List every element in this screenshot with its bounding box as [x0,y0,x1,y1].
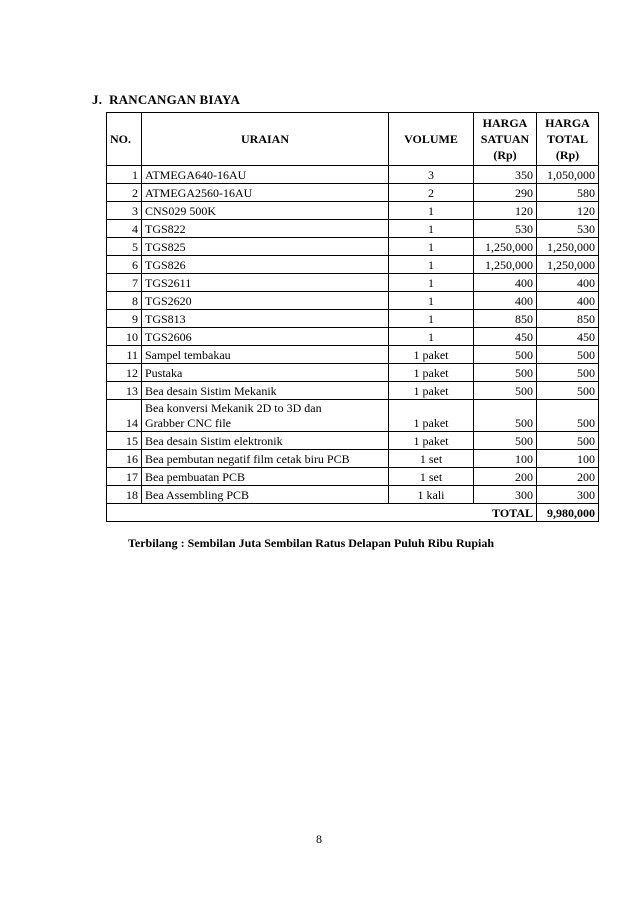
cell-volume: 1 kali [389,486,474,504]
cell-harga-satuan: 500 [474,382,537,400]
table-row [107,256,599,274]
table-header-row [107,113,599,166]
cell-no: 6 [107,256,142,274]
cell-uraian-line2: Grabber CNC file [145,416,231,430]
cell-harga-satuan: 500 [474,346,537,364]
table-row [107,382,599,400]
cell-no: 5 [107,238,142,256]
cell-harga-satuan: 290 [474,184,537,202]
table-row [107,310,599,328]
header-harga-total [537,113,599,166]
cell-no: 8 [107,292,142,310]
header-harga-total-l2: TOTAL [547,132,588,146]
table-row [107,292,599,310]
budget-table [106,112,599,522]
header-harga-satuan-l2: SATUAN [480,132,530,146]
cell-volume: 1 set [389,468,474,486]
cell-volume: 3 [389,166,474,184]
cell-uraian: TGS826 [142,256,389,274]
cell-harga-total: 1,250,000 [537,238,599,256]
cell-volume: 1 paket [389,346,474,364]
cell-harga-satuan: 500 [474,364,537,382]
table-row [107,364,599,382]
cell-volume: 1 [389,310,474,328]
cell-volume: 1 [389,256,474,274]
cell-harga-satuan: 500 [474,400,537,432]
cell-harga-total: 450 [537,328,599,346]
header-harga-satuan [474,113,537,166]
cell-harga-satuan: 200 [474,468,537,486]
table-row [107,400,599,432]
cell-harga-satuan: 500 [474,432,537,450]
section-title: RANCANGAN BIAYA [109,92,241,107]
cell-uraian: TGS825 [142,238,389,256]
cell-volume: 1 [389,292,474,310]
table-row [107,166,599,184]
cell-harga-satuan: 100 [474,450,537,468]
table-row [107,274,599,292]
cell-no: 11 [107,346,142,364]
cell-uraian: TGS822 [142,220,389,238]
cell-no: 3 [107,202,142,220]
cell-harga-total: 200 [537,468,599,486]
cell-harga-satuan: 1,250,000 [474,256,537,274]
cell-harga-satuan: 120 [474,202,537,220]
cell-harga-total: 300 [537,486,599,504]
cell-uraian: ATMEGA640-16AU [142,166,389,184]
cell-no: 9 [107,310,142,328]
cell-uraian: TGS2611 [142,274,389,292]
cell-uraian: Bea pembuatan PCB [142,468,389,486]
cell-no: 1 [107,166,142,184]
cell-harga-satuan: 300 [474,486,537,504]
table-row [107,220,599,238]
cell-uraian: Bea Assembling PCB [142,486,389,504]
cell-harga-satuan: 400 [474,274,537,292]
section-heading [92,92,240,108]
cell-no: 14 [107,400,142,432]
cell-harga-total: 500 [537,400,599,432]
cell-harga-satuan: 350 [474,166,537,184]
cell-volume: 1 paket [389,400,474,432]
header-volume: VOLUME [389,113,474,166]
cell-volume: 1 [389,220,474,238]
section-letter: J. [92,92,103,107]
table-row [107,450,599,468]
cell-uraian: Sampel tembakau [142,346,389,364]
cell-harga-total: 500 [537,432,599,450]
cell-harga-total: 500 [537,382,599,400]
cell-no: 2 [107,184,142,202]
table-row [107,238,599,256]
cell-volume: 1 paket [389,432,474,450]
cell-harga-total: 580 [537,184,599,202]
cell-volume: 1 [389,238,474,256]
cell-no: 18 [107,486,142,504]
cell-harga-satuan: 1,250,000 [474,238,537,256]
cell-volume: 1 [389,274,474,292]
header-uraian: URAIAN [142,113,389,166]
cell-no: 10 [107,328,142,346]
cell-volume: 1 paket [389,382,474,400]
cell-no: 15 [107,432,142,450]
cell-uraian: CNS029 500K [142,202,389,220]
cell-no: 13 [107,382,142,400]
header-no: NO. [107,113,142,166]
cell-harga-total: 120 [537,202,599,220]
table-row [107,468,599,486]
cell-harga-total: 1,050,000 [537,166,599,184]
cell-volume: 1 [389,202,474,220]
cell-uraian [142,400,389,432]
header-harga-satuan-l1: HARGA [482,116,528,130]
cell-volume: 1 paket [389,364,474,382]
cell-harga-satuan: 450 [474,328,537,346]
table-row [107,486,599,504]
table-row [107,432,599,450]
cell-volume: 1 set [389,450,474,468]
cell-harga-satuan: 530 [474,220,537,238]
cell-harga-satuan: 850 [474,310,537,328]
cell-uraian: Pustaka [142,364,389,382]
cell-uraian: Bea pembutan negatif film cetak biru PCB [142,450,389,468]
cell-harga-total: 100 [537,450,599,468]
cell-volume: 1 [389,328,474,346]
cell-harga-total: 850 [537,310,599,328]
cell-no: 12 [107,364,142,382]
page-number: 8 [316,832,322,846]
cell-no: 17 [107,468,142,486]
total-label: TOTAL [107,504,537,522]
cell-uraian: TGS2620 [142,292,389,310]
table-row [107,346,599,364]
cell-uraian-line1: Bea konversi Mekanik 2D to 3D dan [145,401,322,415]
cell-uraian: ATMEGA2560-16AU [142,184,389,202]
total-value: 9,980,000 [537,504,599,522]
cell-harga-total: 500 [537,346,599,364]
cell-no: 7 [107,274,142,292]
table-row [107,184,599,202]
cell-volume: 2 [389,184,474,202]
total-row [107,504,599,522]
cell-uraian: TGS813 [142,310,389,328]
header-harga-total-l1: HARGA [545,116,590,130]
header-harga-total-l3: (Rp) [555,148,580,162]
cell-uraian: Bea desain Sistim Mekanik [142,382,389,400]
cell-uraian: Bea desain Sistim elektronik [142,432,389,450]
cell-no: 4 [107,220,142,238]
cell-uraian: TGS2606 [142,328,389,346]
cell-harga-satuan: 400 [474,292,537,310]
table-row [107,328,599,346]
terbilang-text: Terbilang : Sembilan Juta Sembilan Ratus Delapan Puluh Ribu Rupiah [128,536,494,550]
table-row [107,202,599,220]
cell-harga-total: 1,250,000 [537,256,599,274]
cell-no: 16 [107,450,142,468]
cell-harga-total: 400 [537,274,599,292]
header-harga-satuan-l3: (Rp) [493,148,517,162]
cell-harga-total: 500 [537,364,599,382]
cell-harga-total: 400 [537,292,599,310]
cell-harga-total: 530 [537,220,599,238]
